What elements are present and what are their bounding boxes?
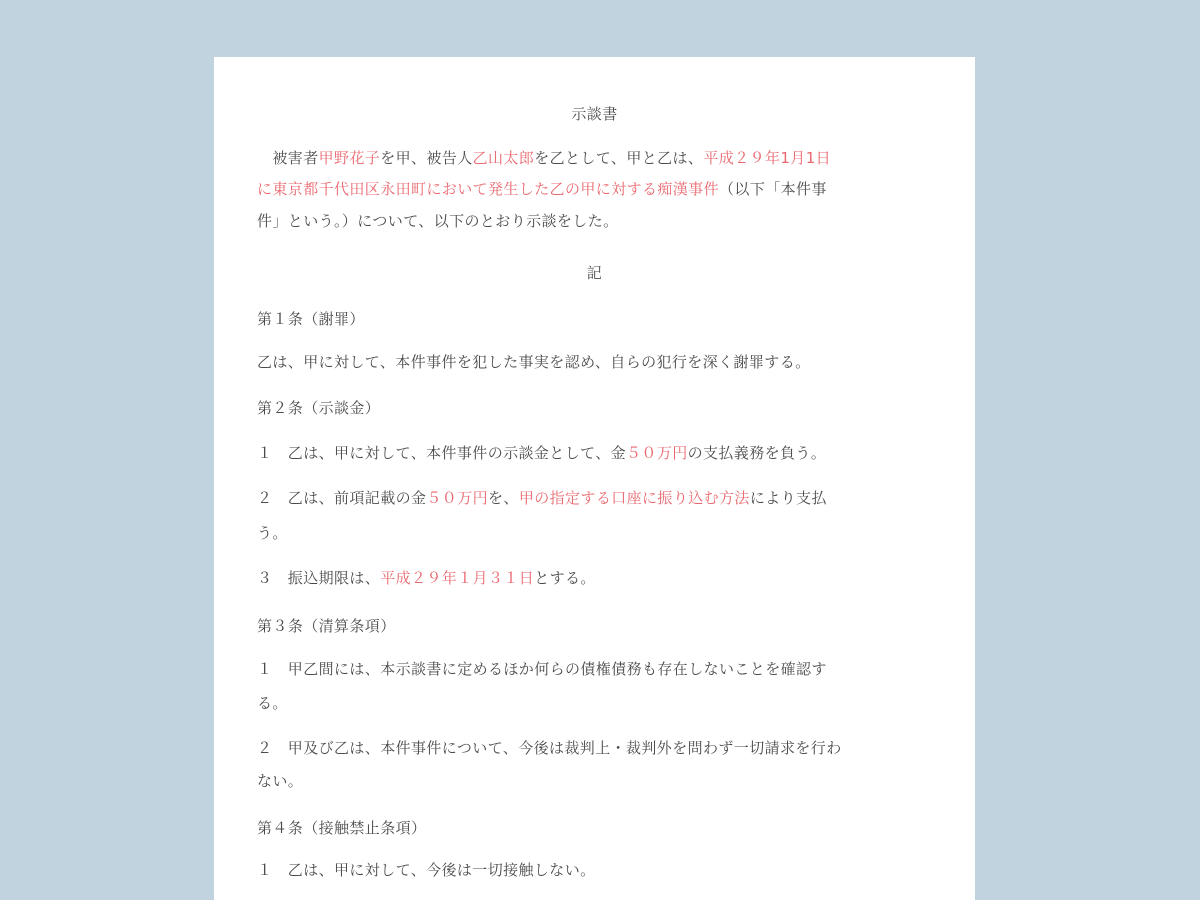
highlighted-text: に東京都千代田区永田町において発生した乙の甲に対する痴漢事件 [257,180,720,198]
text-segment: 被害者 [257,149,319,167]
highlighted-text: 甲野花子 [318,149,381,167]
highlighted-text: ５０万円 [626,444,688,462]
intro-line-2 [257,178,827,200]
highlighted-text: ５０万円 [426,489,489,507]
text-segment: 件」という。）について、以下のとおり示談をした。 [257,212,619,230]
text-segment: を甲、被告人 [380,149,473,167]
article-1-heading: 第１条（謝罪） [257,310,365,328]
text-segment: により支払 [749,489,827,507]
ki-heading: 記 [586,264,603,282]
highlighted-text: 甲の指定する口座に振り込む方法 [518,489,750,507]
article-3-item-1-line-1: １ 甲乙間には、本示談書に定めるほか何らの債権債務も存在しないことを確認す [257,660,827,678]
article-2-item-2-line-2: う。 [257,524,288,542]
article-2-item-3 [257,567,596,589]
intro-line-3 [257,210,619,232]
highlighted-text: 平成２９年１月３１日 [380,569,535,587]
text-segment: （以下「本件事 [719,180,827,198]
article-3-item-2-line-2: ない。 [257,772,304,790]
article-1-body: 乙は、甲に対して、本件事件を犯した事実を認め、自らの犯行を深く謝罪する。 [257,353,811,371]
article-3-item-2-line-1: ２ 甲及び乙は、本件事件について、今後は裁判上・裁判外を問わず一切請求を行わ [257,739,842,757]
text-segment: を乙として、甲と乙は、 [534,149,704,167]
text-segment: とする。 [534,569,596,587]
text-segment: ３ 振込期限は、 [257,569,381,587]
text-segment: を、 [488,489,519,507]
intro-line-1 [257,147,831,169]
article-2-item-2-line-1 [257,487,827,509]
article-2-heading: 第２条（示談金） [257,399,381,417]
article-2-item-1 [257,442,826,464]
highlighted-text: 平成２９年1月1日 [703,149,832,167]
document-title: 示談書 [571,105,618,123]
article-3-item-1-line-2: る。 [257,694,288,712]
text-segment: ２ 乙は、前項記載の金 [257,489,427,507]
document-page [214,57,975,900]
article-4-heading: 第４条（接触禁止条項） [257,819,427,837]
text-segment: の支払義務を負う。 [687,444,827,462]
highlighted-text: 乙山太郎 [472,149,535,167]
article-3-heading: 第３条（清算条項） [257,617,396,635]
article-4-item-1: １ 乙は、甲に対して、今後は一切接触しない。 [257,861,596,879]
text-segment: １ 乙は、甲に対して、本件事件の示談金として、金 [257,444,627,462]
